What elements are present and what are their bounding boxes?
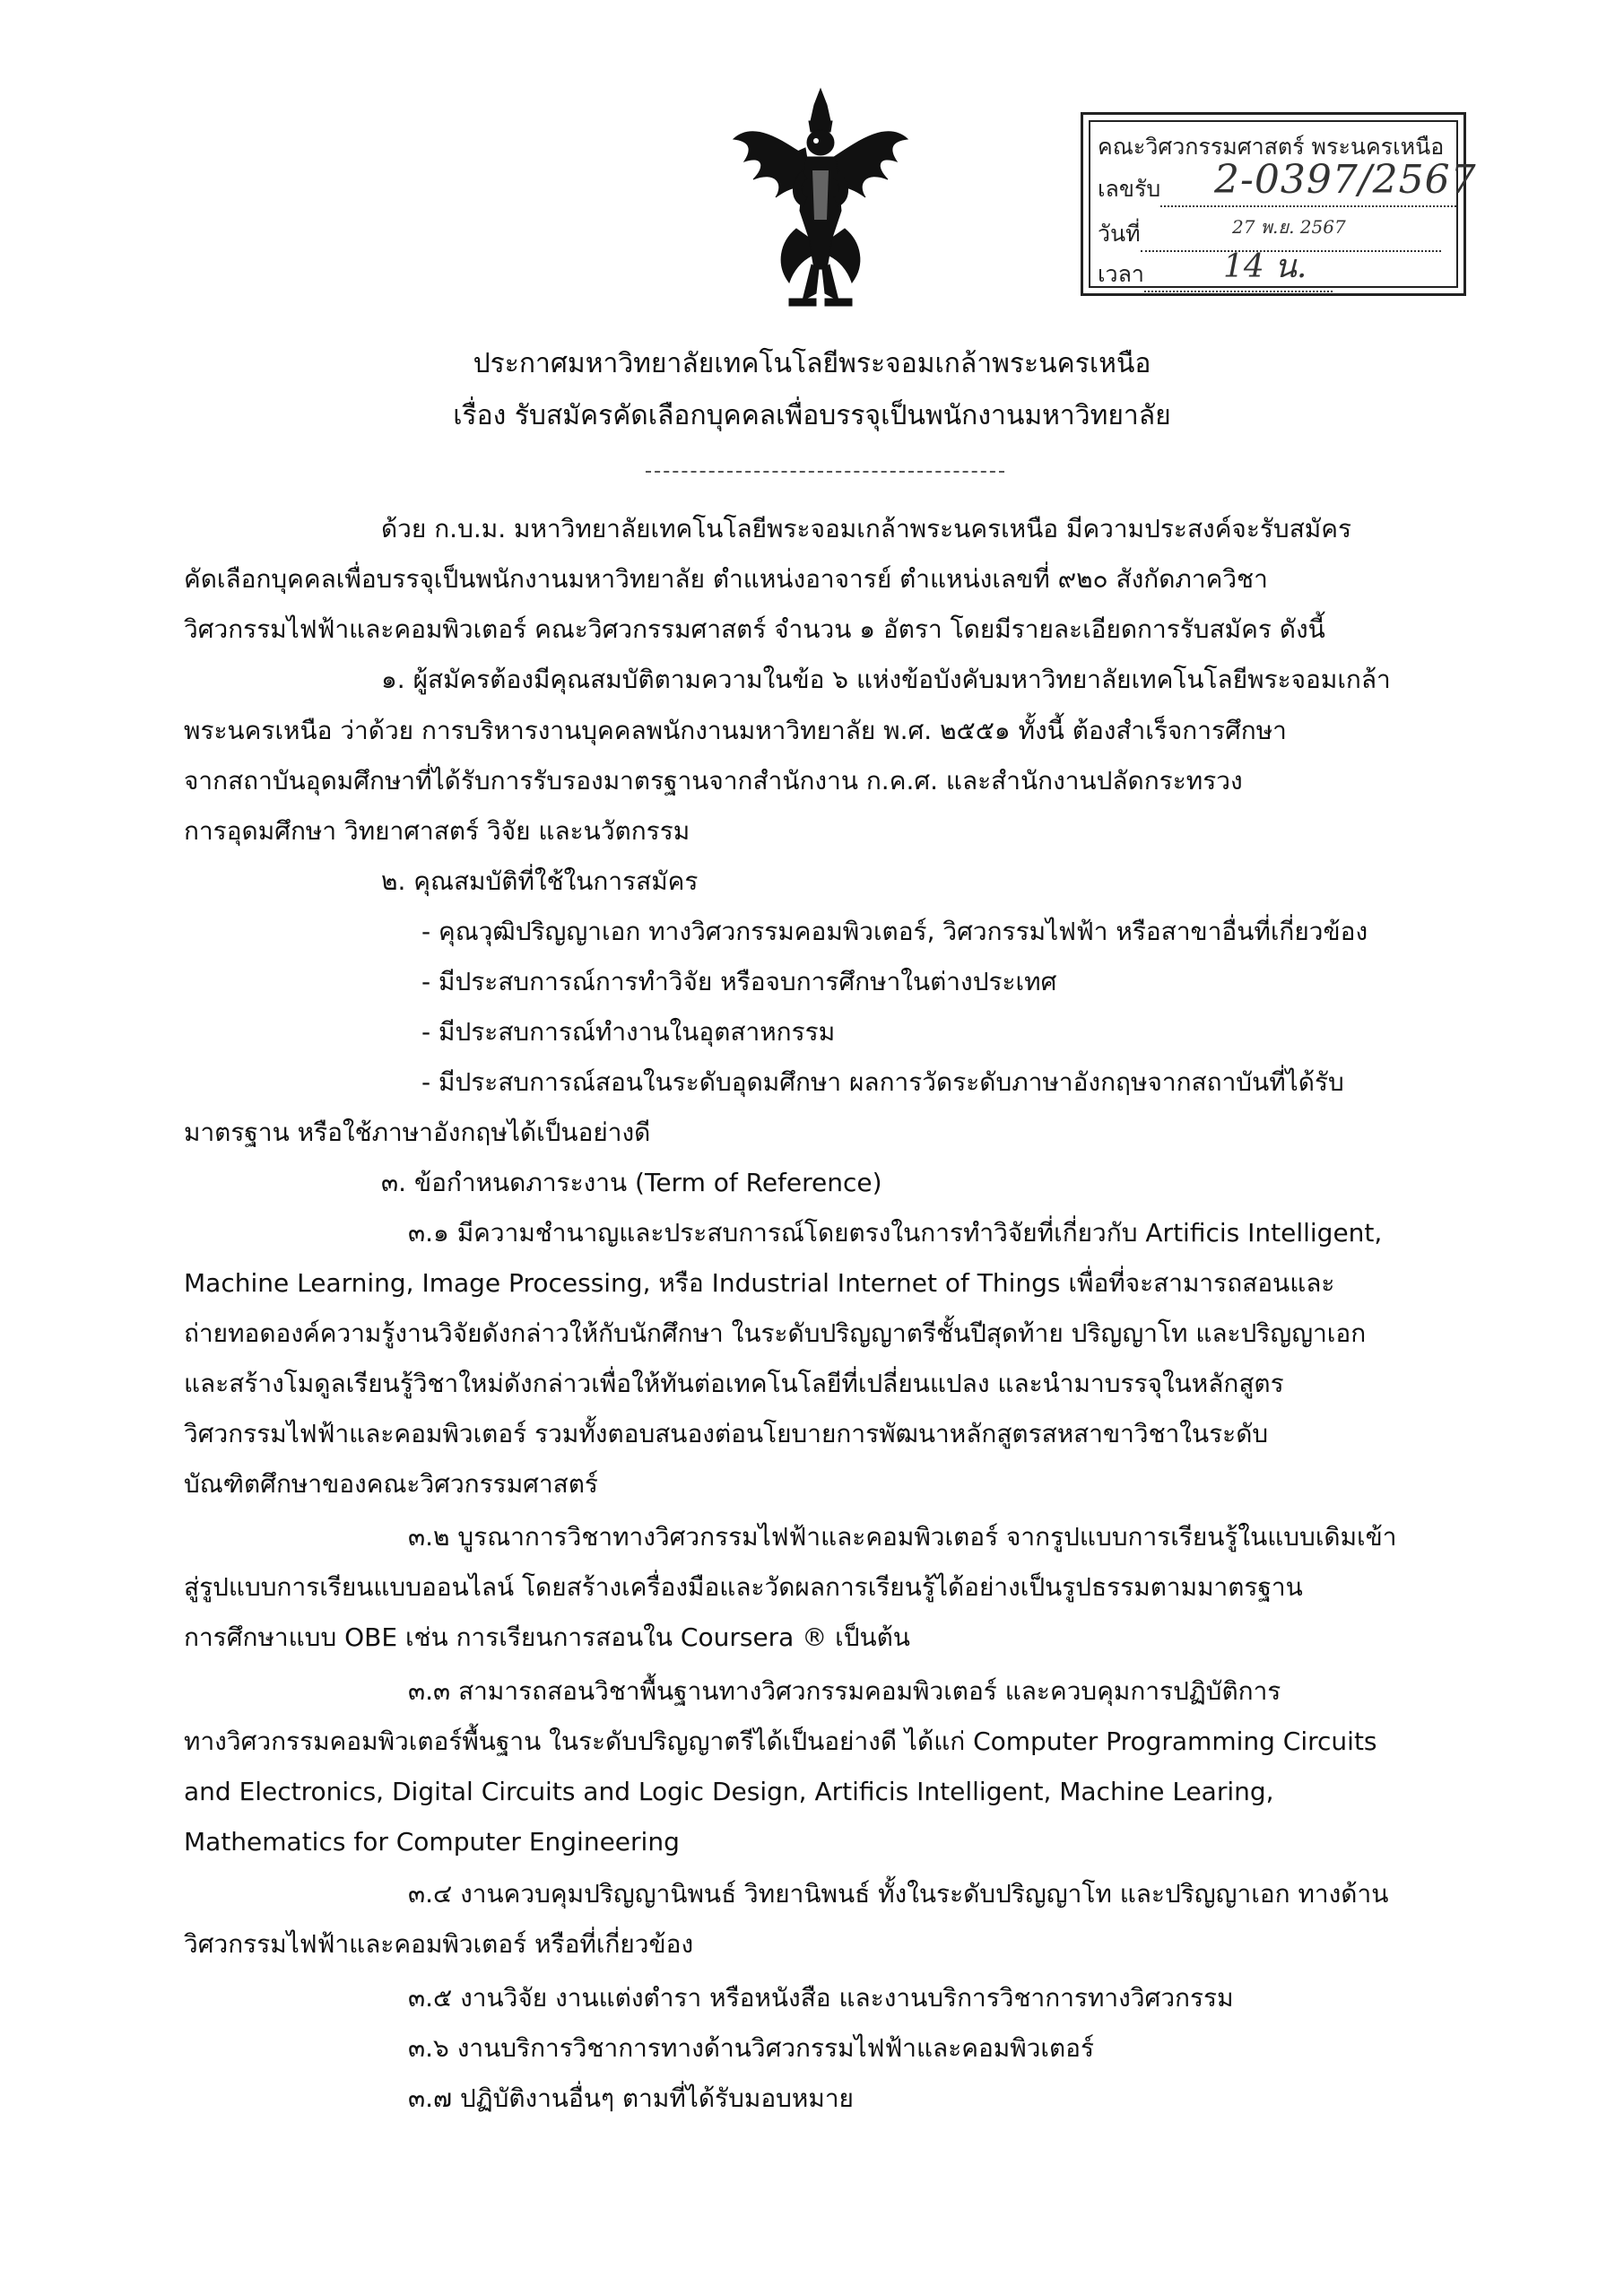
- body-line: ถ่ายทอดองค์ความรู้งานวิจัยดังกล่าวให้กับนักศึกษา ในระดับปริญญาตรีชั้นปีสุดท้าย ปริญญาโท และปริญญาเอก: [184, 1318, 1367, 1348]
- body-line: สู่รูปแบบการเรียนแบบออนไลน์ โดยสร้างเครื่องมือและวัดผลการเรียนรู้ได้อย่างเป็นรูปธรรมตามมาตรฐาน: [184, 1572, 1303, 1602]
- body-line: and Electronics, Digital Circuits and Logic Design, Artificis Intelligent, Machine Learing,: [184, 1777, 1274, 1806]
- body-line: วิศวกรรมไฟฟ้าและคอมพิวเตอร์ รวมทั้งตอบสนองต่อนโยบายการพัฒนาหลักสูตรสหสาขาวิชาในระดับ: [184, 1419, 1269, 1448]
- body-line: วิศวกรรมไฟฟ้าและคอมพิวเตอร์ คณะวิศวกรรมศาสตร์ จำนวน ๑ อัตรา โดยมีรายละเอียดการรับสมัคร ดังนี้: [184, 614, 1325, 644]
- body-line: ๓.๔ งานควบคุมปริญญานิพนธ์ วิทยานิพนธ์ ทั้งในระดับปริญญาโท และปริญญาเอก ทางด้าน: [408, 1879, 1389, 1909]
- body-line: - มีประสบการณ์สอนในระดับอุดมศึกษา ผลการวัดระดับภาษาอังกฤษจากสถาบันที่ได้รับ: [421, 1067, 1344, 1097]
- body-line: - คุณวุฒิปริญญาเอก ทางวิศวกรรมคอมพิวเตอร์, วิศวกรรมไฟฟ้า หรือสาขาอื่นที่เกี่ยวข้อง: [421, 917, 1368, 946]
- stamp-receipt-number: 2-0397/2567: [1214, 157, 1477, 203]
- stamp-org: คณะวิศวกรรมศาสตร์ พระนครเหนือ: [1098, 134, 1445, 160]
- receipt-stamp: [1081, 112, 1477, 296]
- garuda-emblem-icon: [726, 85, 915, 309]
- stamp-receipt-row: [1098, 157, 1477, 207]
- body-line: ๓.๒ บูรณาการวิชาทางวิศวกรรมไฟฟ้าและคอมพิวเตอร์ จากรูปแบบการเรียนรู้ในแบบเดิมเข้า: [408, 1522, 1397, 1552]
- body-line: Machine Learning, Image Processing, หรือ Industrial Internet of Things เพื่อที่จะสามารถสอนและ: [184, 1268, 1335, 1298]
- body-line: - มีประสบการณ์การทำวิจัย หรือจบการศึกษาในต่างประเทศ: [421, 967, 1057, 996]
- announcement-title: ประกาศมหาวิทยาลัยเทคโนโลยีพระจอมเกล้าพระนครเหนือ: [473, 348, 1151, 379]
- stamp-time-label: เวลา: [1098, 261, 1144, 287]
- stamp-time-value: 14 น.: [1223, 248, 1307, 285]
- body-line: ๓.๕ งานวิจัย งานแต่งตำรา หรือหนังสือ และงานบริการวิชาการทางวิศวกรรม: [408, 1983, 1234, 2013]
- stamp-inner-border: [1089, 120, 1477, 288]
- body-line: ๓.๑ มีความชำนาญและประสบการณ์โดยตรงในการทำวิจัยที่เกี่ยวกับ Artificis Intelligent,: [408, 1218, 1383, 1248]
- title-divider: [646, 471, 1004, 473]
- body-line: ๓.๓ สามารถสอนวิชาพื้นฐานทางวิศวกรรมคอมพิวเตอร์ และควบคุมการปฏิบัติการ: [408, 1676, 1281, 1706]
- body-line: พระนครเหนือ ว่าด้วย การบริหารงานบุคคลพนักงานมหาวิทยาลัย พ.ศ. ๒๕๕๑ ทั้งนี้ ต้องสำเร็จการศึกษา: [184, 716, 1287, 745]
- body-line: มาตรฐาน หรือใช้ภาษาอังกฤษได้เป็นอย่างดี: [184, 1118, 651, 1147]
- body-line: - มีประสบการณ์ทำงานในอุตสาหกรรม: [421, 1017, 836, 1047]
- body-line: Mathematics for Computer Engineering: [184, 1827, 680, 1857]
- announcement-subject: เรื่อง รับสมัครคัดเลือกบุคคลเพื่อบรรจุเป็นพนักงานมหาวิทยาลัย: [453, 400, 1171, 431]
- body-line: การศึกษาแบบ OBE เช่น การเรียนการสอนใน Coursera ® เป็นต้น: [184, 1622, 910, 1652]
- stamp-receipt-label: เลขรับ: [1098, 176, 1161, 202]
- body-line: บัณฑิตศึกษาของคณะวิศวกรรมศาสตร์: [184, 1469, 598, 1499]
- body-line: ๓.๗ ปฏิบัติงานอื่นๆ ตามที่ได้รับมอบหมาย: [408, 2083, 854, 2113]
- body-line: และสร้างโมดูลเรียนรู้วิชาใหม่ดังกล่าวเพื่อให้ทันต่อเทคโนโลยีที่เปลี่ยนแปลง และนำมาบรรจุในหลักสูตร: [184, 1369, 1284, 1398]
- body-line: ๑. ผู้สมัครต้องมีคุณสมบัติตามความในข้อ ๖ แห่งข้อบังคับมหาวิทยาลัยเทคโนโลยีพระจอมเกล้า: [381, 665, 1391, 694]
- body-line: ด้วย ก.บ.ม. มหาวิทยาลัยเทคโนโลยีพระจอมเกล้าพระนครเหนือ มีความประสงค์จะรับสมัคร: [381, 514, 1352, 544]
- stamp-date-value: 27 พ.ย. 2567: [1232, 216, 1346, 238]
- body-line: ๒. คุณสมบัติที่ใช้ในการสมัคร: [381, 866, 699, 896]
- body-line: การอุดมศึกษา วิทยาศาสตร์ วิจัย และนวัตกรรม: [184, 816, 690, 846]
- body-line: ทางวิศวกรรมคอมพิวเตอร์พื้นฐาน ในระดับปริญญาตรีได้เป็นอย่างดี ได้แก่ Computer Programming Circuits: [184, 1726, 1377, 1756]
- body-line: ๓. ข้อกำหนดภาระงาน (Term of Reference): [381, 1168, 882, 1197]
- body-line: ๓.๖ งานบริการวิชาการทางด้านวิศวกรรมไฟฟ้าและคอมพิวเตอร์: [408, 2033, 1095, 2063]
- stamp-date-label: วันที่: [1098, 221, 1141, 247]
- body-line: จากสถาบันอุดมศึกษาที่ได้รับการรับรองมาตรฐานจากสำนักงาน ก.ค.ศ. และสำนักงานปลัดกระทรวง: [184, 766, 1243, 796]
- body-line: วิศวกรรมไฟฟ้าและคอมพิวเตอร์ หรือที่เกี่ยวข้อง: [184, 1929, 694, 1959]
- stamp-time-row: [1098, 248, 1333, 292]
- body-line: คัดเลือกบุคคลเพื่อบรรจุเป็นพนักงานมหาวิทยาลัย ตำแหน่งอาจารย์ ตำแหน่งเลขที่ ๙๒๐ สังกัดภาควิชา: [184, 564, 1268, 594]
